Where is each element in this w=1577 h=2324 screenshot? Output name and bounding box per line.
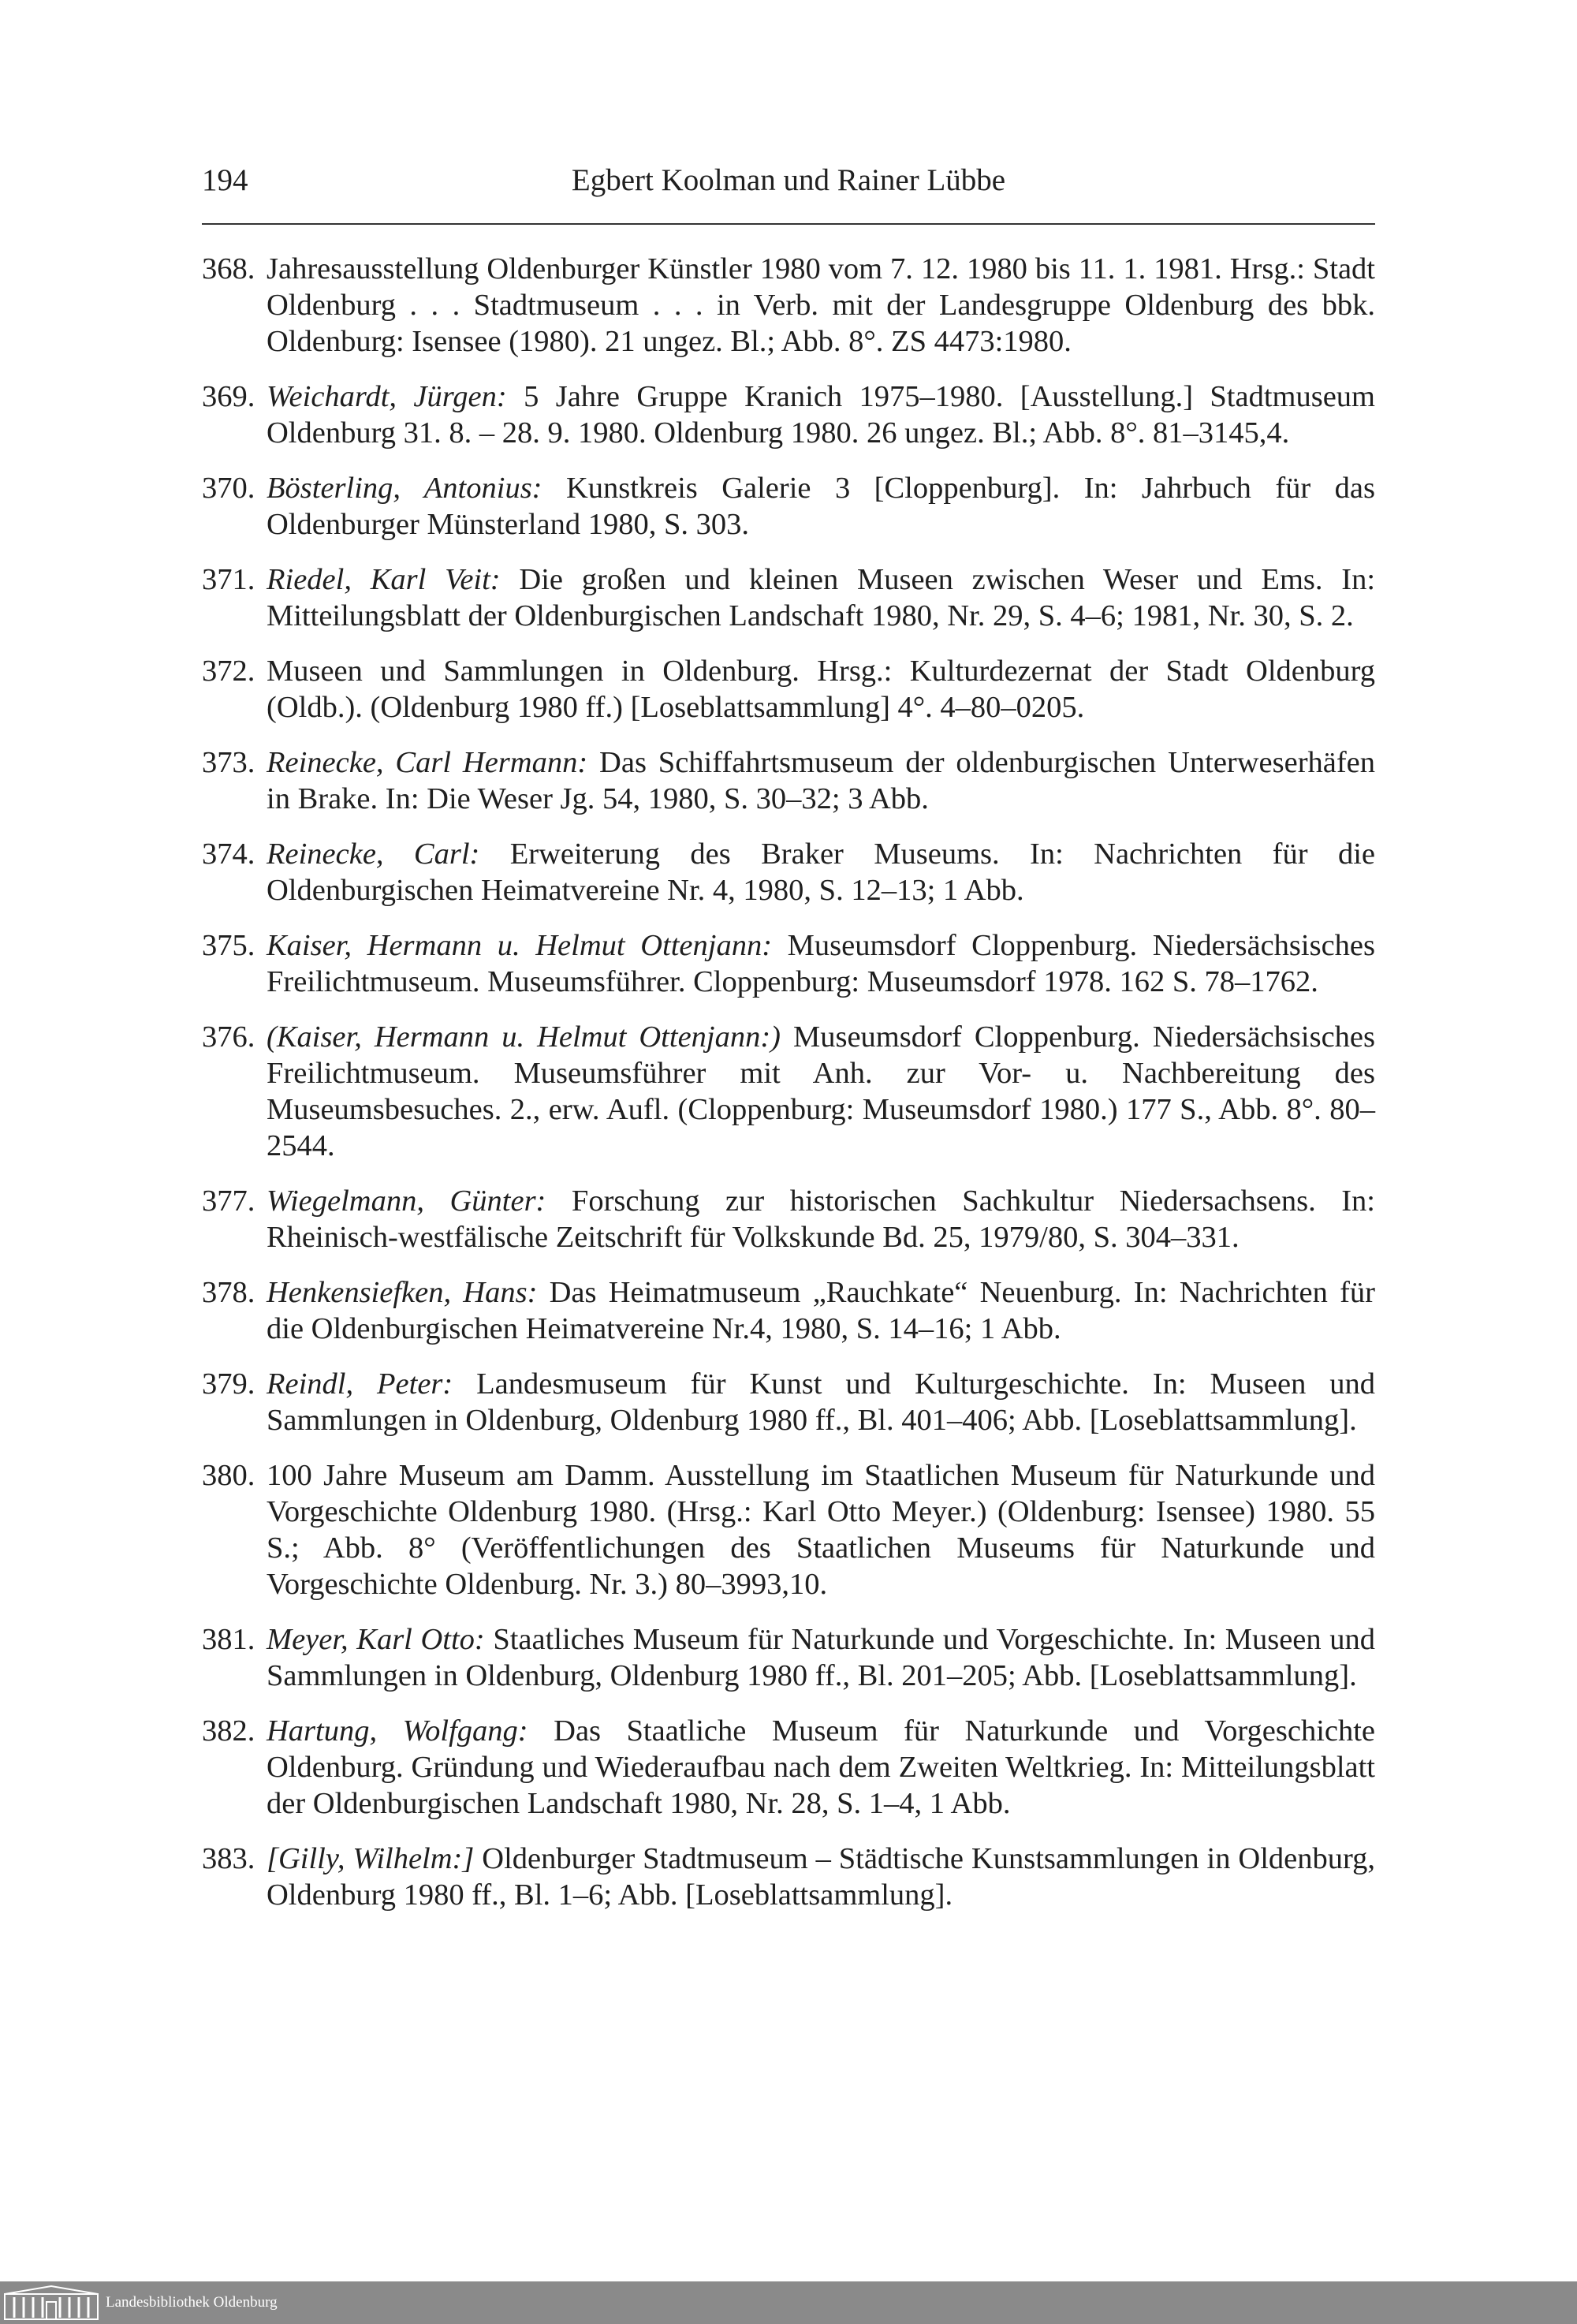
entry-text: Forschung zur historischen Sachkultur Niedersachsens. In: Rheinisch-westfälische Zeitschrift für Volkskunde Bd. 25, 1979/80, S. 304–331. [267, 1184, 1376, 1254]
entry-number: 380. [202, 1459, 255, 1492]
entry-number: 381. [202, 1623, 255, 1656]
entry-author: Riedel, Karl Veit: [267, 563, 501, 596]
entry-text: Jahresausstellung Oldenburger Künstler 1980 vom 7. 12. 1980 bis 11. 1. 1981. Hrsg.: Stadt Oldenburg . . . Stadtmuseum . . . in Verb. mit der Landesgruppe Oldenburg des bbk. Oldenburg: Isensee (1980). 21 ungez. Bl.; Abb. 8°. ZS 4473:1980. [267, 252, 1375, 358]
entry-text: 100 Jahre Museum am Damm. Ausstellung im Staatlichen Museum für Naturkunde und Vorgeschichte Oldenburg 1980. (Hrsg.: Karl Otto Meyer.) (Oldenburg: Isensee) 1980. 55 S.; Abb. 8° (Veröffentlichungen des Staatlichen Museums für Naturkunde und Vorgeschichte Oldenburg. Nr. 3.) 80–3993,10. [267, 1459, 1375, 1601]
entry-author: (Kaiser, Hermann u. Helmut Ottenjann:) [267, 1020, 781, 1054]
entry-text: Oldenburger Stadtmuseum – Städtische Kunstsammlungen in Oldenburg, Oldenburg 1980 ff., Bl. 1–6; Abb. [Loseblattsammlung]. [267, 1842, 1375, 1912]
entry-author: Reinecke, Carl Hermann: [267, 746, 588, 779]
bibliography-entry [202, 1019, 1375, 1164]
entry-text: Das Schiffahrtsmuseum der oldenburgischen Unterweserhäfen in Brake. In: Die Weser Jg. 54, 1980, S. 30–32; 3 Abb. [267, 746, 1376, 815]
entry-text: 5 Jahre Gruppe Kranich 1975–1980. [Ausstellung.] Stadtmuseum Oldenburg 31. 8. – 28. 9. 1980. Oldenburg 1980. 26 ungez. Bl.; Abb. 8°. 81–3145,4. [267, 380, 1376, 450]
bibliography-entry [202, 744, 1375, 817]
bibliography-entry [202, 561, 1375, 634]
header-rule [202, 223, 1375, 225]
bibliography-entry [202, 1713, 1375, 1822]
bibliography-entry [202, 379, 1375, 451]
entry-author: Wiegelmann, Günter: [267, 1184, 546, 1218]
bibliography-entry [202, 836, 1375, 908]
running-title: Egbert Koolman und Rainer Lübbe [571, 163, 1006, 197]
entry-text: Erweiterung des Braker Museums. In: Nachrichten für die Oldenburgischen Heimatvereine Nr. 4, 1980, S. 12–13; 1 Abb. [267, 837, 1375, 907]
entry-number: 378. [202, 1276, 255, 1309]
entry-text: Die großen und kleinen Museen zwischen Weser und Ems. In: Mitteilungsblatt der Oldenburgischen Landschaft 1980, Nr. 29, S. 4–6; 1981, Nr. 30, S. 2. [267, 563, 1376, 632]
entry-author: Hartung, Wolfgang: [267, 1714, 528, 1748]
footer-library-name: Landesbibliothek Oldenburg [106, 2294, 278, 2311]
entry-number: 374. [202, 837, 255, 871]
bibliography-entry [202, 1183, 1375, 1255]
entry-text: Museen und Sammlungen in Oldenburg. Hrsg.: Kulturdezernat der Stadt Oldenburg (Oldb.). (Oldenburg 1980 ff.) [Loseblattsammlung] 4°. 4–80–0205. [267, 655, 1375, 724]
library-building-icon [3, 2285, 99, 2321]
entry-text: Landesmuseum für Kunst und Kulturgeschichte. In: Museen und Sammlungen in Oldenburg, Oldenburg 1980 ff., Bl. 401–406; Abb. [Loseblattsammlung]. [267, 1367, 1375, 1437]
entry-text: Staatliches Museum für Naturkunde und Vorgeschichte. In: Museen und Sammlungen in Oldenburg, Oldenburg 1980 ff., Bl. 201–205; Abb. [Loseblattsammlung]. [267, 1623, 1375, 1692]
entry-number: 376. [202, 1020, 255, 1054]
entry-author: Bösterling, Antonius: [267, 472, 542, 505]
entry-number: 379. [202, 1367, 255, 1401]
bibliography-entry [202, 1366, 1375, 1438]
entry-text: Museumsdorf Cloppenburg. Niedersächsisches Freilichtmuseum. Museumsführer mit Anh. zur Vor- u. Nachbereitung des Museumsbesuches. 2., erw. Aufl. (Cloppenburg: Museumsdorf 1980.) 177 S., Abb. 8°. 80–2544. [267, 1020, 1376, 1162]
entry-author: Weichardt, Jürgen: [267, 380, 507, 413]
bibliography-list [202, 251, 1375, 1932]
bibliography-entry [202, 251, 1375, 360]
entry-text: Das Staatliche Museum für Naturkunde und Vorgeschichte Oldenburg. Gründung und Wiederaufbau nach dem Zweiten Weltkrieg. In: Mitteilungsblatt der Oldenburgischen Landschaft 1980, Nr. 28, S. 1–4, 1 Abb. [267, 1714, 1376, 1820]
entry-author: Reindl, Peter: [267, 1367, 453, 1401]
entry-number: 369. [202, 380, 255, 413]
entry-author: Kaiser, Hermann u. Helmut Ottenjann: [267, 929, 773, 962]
bibliography-entry [202, 1621, 1375, 1694]
entry-number: 383. [202, 1842, 255, 1875]
entry-author: Meyer, Karl Otto: [267, 1623, 485, 1656]
bibliography-entry [202, 1841, 1375, 1913]
bibliography-entry [202, 927, 1375, 1000]
entry-number: 368. [202, 252, 255, 285]
bibliography-entry [202, 470, 1375, 543]
entry-number: 372. [202, 655, 255, 688]
entry-number: 370. [202, 472, 255, 505]
entry-author: [Gilly, Wilhelm:] [267, 1842, 475, 1875]
entry-number: 371. [202, 563, 255, 596]
entry-text: Kunstkreis Galerie 3 [Cloppenburg]. In: Jahrbuch für das Oldenburger Münsterland 1980, S. 303. [267, 472, 1375, 541]
page-number: 194 [202, 163, 248, 197]
bibliography-entry [202, 1457, 1375, 1602]
entry-number: 382. [202, 1714, 255, 1748]
bibliography-entry [202, 1274, 1375, 1347]
bibliography-entry [202, 653, 1375, 726]
entry-number: 375. [202, 929, 255, 962]
entry-author: Reinecke, Carl: [267, 837, 480, 871]
page-header [202, 162, 1375, 210]
entry-number: 377. [202, 1184, 255, 1218]
entry-text: Museumsdorf Cloppenburg. Niedersächsisches Freilichtmuseum. Museumsführer. Cloppenburg: Museumsdorf 1978. 162 S. 78–1762. [267, 929, 1375, 998]
entry-text: Das Heimatmuseum „Rauchkate“ Neuenburg. In: Nachrichten für die Oldenburgischen Heimatvereine Nr.4, 1980, S. 14–16; 1 Abb. [267, 1276, 1375, 1345]
entry-author: Henkensiefken, Hans: [267, 1276, 538, 1309]
footer-bar [0, 2281, 1577, 2324]
entry-number: 373. [202, 746, 255, 779]
